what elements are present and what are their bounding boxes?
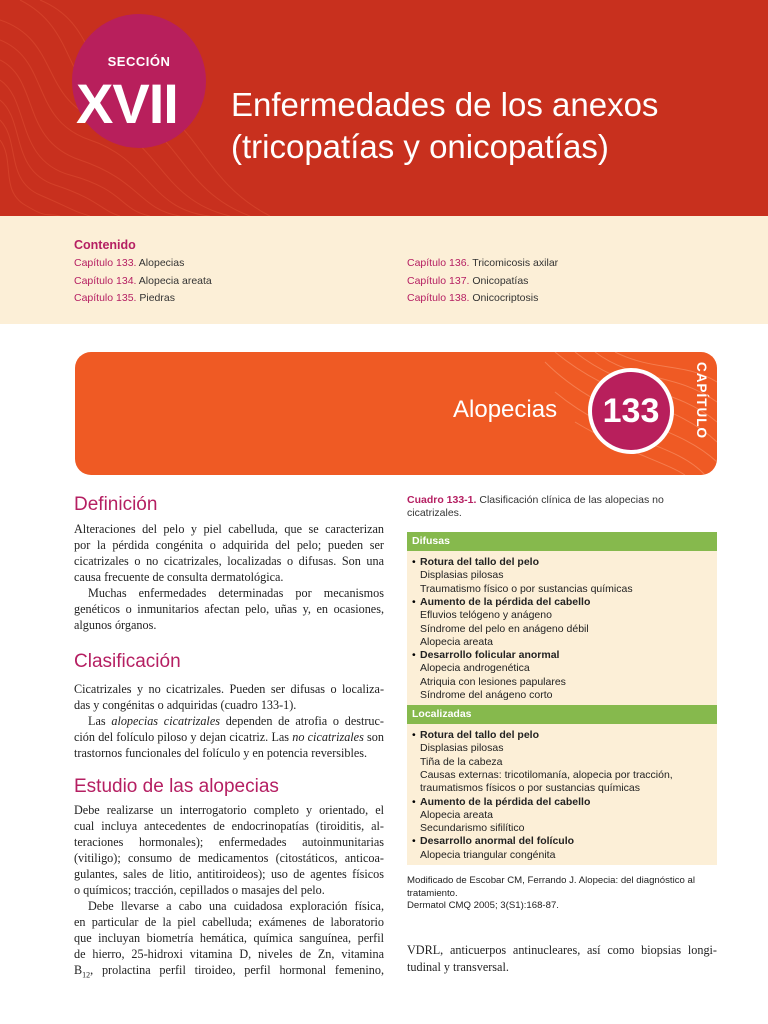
section-title-line2: (tricopatías y onicopatías) xyxy=(231,128,609,165)
toc-item[interactable]: Capítulo 137. Onicopatías xyxy=(407,274,529,287)
text-line: de hierro, 25-hidroxi vitamina D, niveles de Zn, vitamina xyxy=(74,947,384,961)
text-line: VDRL, anticuerpos antinucleares, así como biopsias longi- xyxy=(407,943,717,957)
section-number: XVII xyxy=(76,72,178,135)
section-label: SECCIÓN xyxy=(107,54,171,69)
text-line: genéticos o inmunitarios afectan pelo, uñas y, en ocasiones, xyxy=(74,602,384,616)
text-line: que incluyan biometría hemática, química sanguínea, perfil xyxy=(74,931,384,945)
text-line: Alteraciones del pelo y piel cabelluda, que se caracterizan xyxy=(74,522,384,536)
text-line: causa frecuente de consulta dermatológica. xyxy=(74,570,284,584)
heading-clasificacion: Clasificación xyxy=(74,651,181,672)
category-item: Desarrollo anormal del folículo xyxy=(420,835,575,848)
bullet-icon: • xyxy=(412,729,416,741)
section-title-line1: Enfermedades de los anexos xyxy=(231,86,659,123)
bullet-icon: • xyxy=(412,835,416,848)
heading-definicion: Definición xyxy=(74,494,158,515)
sub-item: Secundarismo sifilítico xyxy=(420,822,525,835)
text-line: teraciones hormonales); enfermedades autoinmunitarias xyxy=(74,835,384,849)
text-line: Las alopecias cicatrizales dependen de atrofia o destruc- xyxy=(88,714,384,728)
text-line: (vitiligo); consumo de medicamentos (citostáticos, anticoa- xyxy=(74,851,384,865)
text-line: por la pérdida congénita o adquirida del pelo; pueden ser xyxy=(74,538,384,552)
sub-item: Tiña de la cabeza xyxy=(420,755,503,768)
sub-item: Síndrome del pelo en anágeno débil xyxy=(420,622,589,635)
category-item: Desarrollo folicular anormal xyxy=(420,649,560,662)
definicion-text xyxy=(74,521,384,633)
toc-item[interactable]: Capítulo 133. Alopecias xyxy=(74,257,185,269)
text-line: Cicatrizales y no cicatrizales. Pueden ser difusas o localiza- xyxy=(74,682,384,696)
text-line: Debe realizarse un interrogatorio completo y orientado, el xyxy=(74,803,384,817)
bullet-icon: • xyxy=(412,556,416,568)
sub-item: Alopecia androgenética xyxy=(420,662,530,675)
toc-item[interactable]: Capítulo 135. Piedras xyxy=(74,292,175,304)
text-line: das y congénitas o adquiridas (cuadro 133-1). xyxy=(74,698,297,712)
note-line: Dermatol CMQ 2005; 3(S1):168-87. xyxy=(407,900,559,911)
category-item: Rotura del tallo del pelo xyxy=(420,556,540,568)
chapter-vertical-label: CAPÍTULO xyxy=(694,362,709,439)
bullet-icon: • xyxy=(412,649,416,662)
bullet-icon: • xyxy=(412,795,416,808)
contents-left-list xyxy=(74,255,212,308)
category-item: Aumento de la pérdida del cabello xyxy=(420,595,591,608)
table-source-note xyxy=(407,875,717,913)
clasificacion-text xyxy=(74,681,384,761)
sub-item: Displasias pilosas xyxy=(420,742,504,755)
toc-item[interactable]: Capítulo 136. Tricomicosis axilar xyxy=(407,257,559,269)
estudio-text xyxy=(74,802,384,983)
sub-item: Displasias pilosas xyxy=(420,569,504,582)
difusas-header: Difusas xyxy=(407,532,717,551)
text-line: gulantes, sales de litio, antitiroideos); uso de agentes físicos xyxy=(74,867,384,881)
text-line: Debe llevarse a cabo una cuidadosa exploración física, xyxy=(88,899,384,913)
text-line: Muchas enfermedades determinadas por mecanismos xyxy=(88,586,384,600)
note-line: Modificado de Escobar CM, Ferrando J. Alopecia: del diagnóstico al xyxy=(407,875,695,886)
sub-item: Traumatismo físico o por sustancias químicas xyxy=(420,582,633,595)
contents-title: Contenido xyxy=(74,238,136,252)
sub-item: traumatismos físicos o por sustancias químicas xyxy=(420,782,640,795)
chapter-title: Alopecias xyxy=(453,396,558,423)
chapter-number: 133 xyxy=(592,372,670,450)
text-line: cicatrizales o no cicatrizales, localizadas o difusas. Son una xyxy=(74,554,384,568)
text-line: o químicos; tracción, cepillados o masajes del pelo. xyxy=(74,883,325,897)
sub-item: Atriquia con lesiones papulares xyxy=(420,675,566,688)
contents-right-list xyxy=(407,255,558,308)
localizadas-header: Localizadas xyxy=(407,705,717,724)
text-line: $B_{12}$, prolactina perfil tiroideo, perfil hormonal femenino, xyxy=(74,963,384,980)
heading-estudio: Estudio de las alopecias xyxy=(74,776,279,797)
note-line: tratamiento. xyxy=(407,887,458,899)
sub-item: Alopecia areata xyxy=(420,635,493,648)
continuation-text xyxy=(407,942,717,976)
text-line: en particular de la piel cabelluda; exámenes de laboratorio xyxy=(74,915,384,929)
sub-item: Síndrome del anágeno corto xyxy=(420,689,553,701)
text-line: tudinal y transversal. xyxy=(407,960,509,974)
sub-item: Alopecia areata xyxy=(420,808,493,821)
sub-item: Causas externas: tricotilomanía, alopecia por tracción, xyxy=(420,768,673,781)
category-item: Rotura del tallo del pelo xyxy=(420,729,540,741)
sub-item: Efluvios telógeno y anágeno xyxy=(420,609,552,622)
sub-item: Alopecia triangular congénita xyxy=(420,848,556,861)
text-line: ción del folículo piloso y dejan cicatriz. Las no cicatrizales son xyxy=(74,730,384,744)
toc-item[interactable]: Capítulo 138. Onicocriptosis xyxy=(407,292,539,304)
text-line: trastornos funcionales del folículo y en potencia reversibles. xyxy=(74,746,368,760)
table-caption: Cuadro 133-1. Clasificación clínica de las alopecias no cicatrizales. xyxy=(407,494,664,519)
bullet-icon: • xyxy=(412,595,416,608)
toc-item[interactable]: Capítulo 134. Alopecia areata xyxy=(74,274,212,287)
text-line: cual incluya antecedentes de endocrinopatías (tiroiditis, al- xyxy=(74,819,384,833)
text-line: algunos órganos. xyxy=(74,618,157,632)
category-item: Aumento de la pérdida del cabello xyxy=(420,795,591,808)
section-title xyxy=(231,84,751,168)
